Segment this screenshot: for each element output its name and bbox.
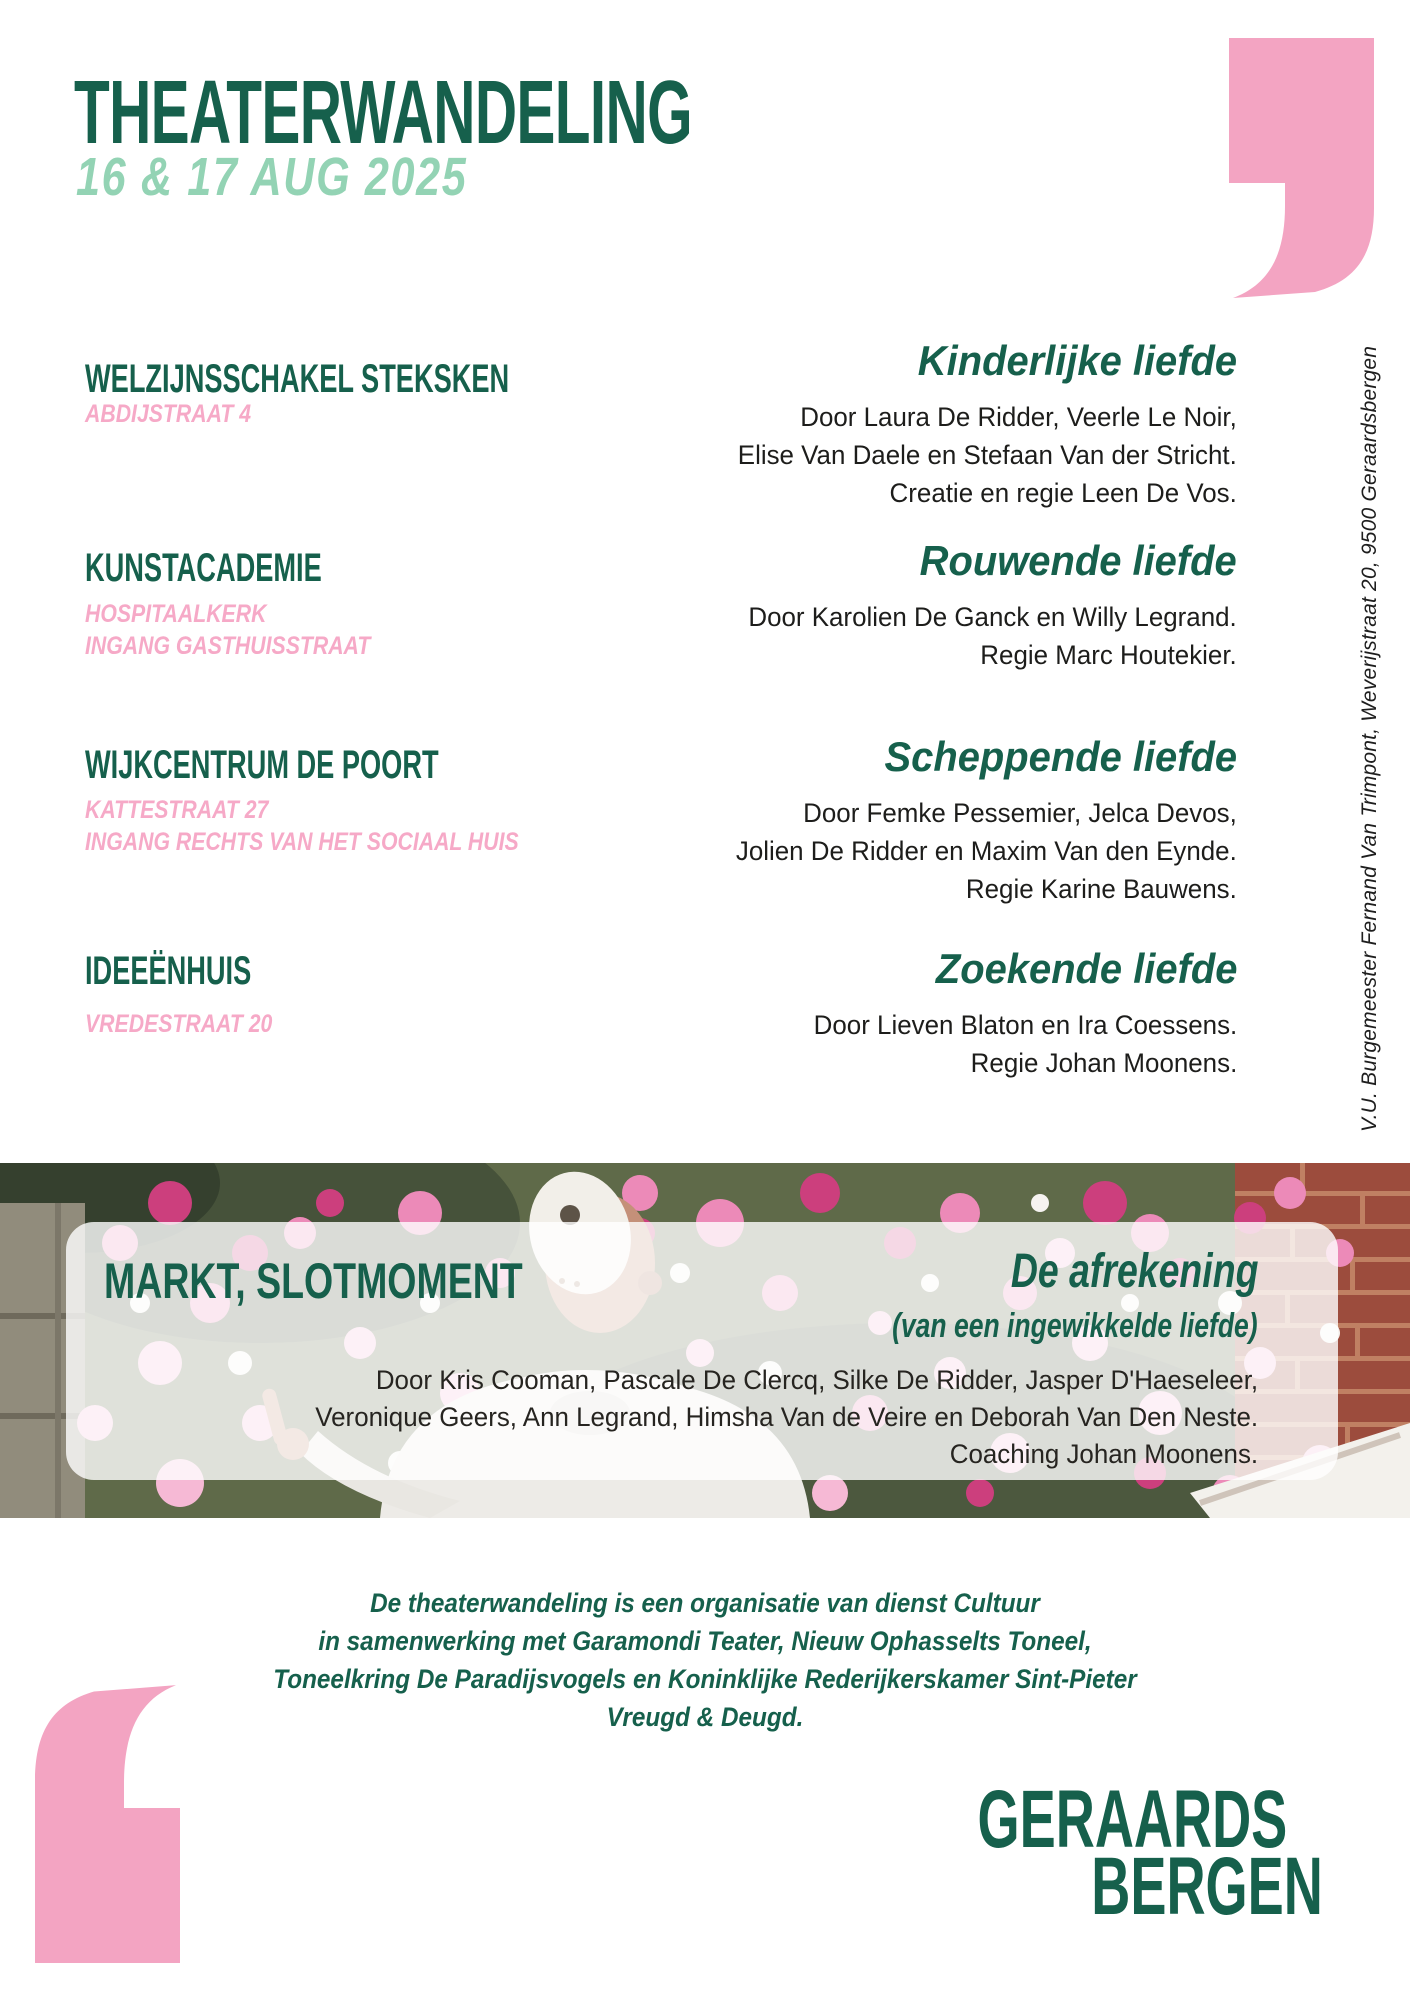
venue-address: ABDIJSTRAAT 4 <box>85 400 252 428</box>
venue-name: WIJKCENTRUM DE POORT <box>85 743 439 787</box>
play-title: Zoekende liefde <box>935 945 1237 992</box>
play-title: De afrekening <box>1010 1245 1258 1298</box>
play-credits: Door Kris Cooman, Pascale De Clercq, Silke De Ridder, Jasper D'Haeseleer, Veronique Geers, Ann Legrand, Himsha Van de Veire en Deborah Van Den Neste. Coaching Johan Moonens. <box>315 1365 1258 1469</box>
play-title: Rouwende liefde <box>919 537 1237 584</box>
venue-name: IDEEËNHUIS <box>85 949 252 993</box>
venue-name: KUNSTACADEMIE <box>85 546 322 590</box>
play-credits: Door Laura De Ridder, Veerle Le Noir, Elise Van Daele en Stefaan Van der Stricht. Creatie en regie Leen De Vos. <box>737 402 1237 508</box>
venue-address: VREDESTRAAT 20 <box>85 1010 273 1038</box>
play-credits: Door Karolien De Ganck en Willy Legrand. Regie Marc Houtekier. <box>748 602 1237 670</box>
play-credits: Door Femke Pessemier, Jelca Devos, Jolien De Ridder en Maxim Van den Eynde. Regie Karine Bauwens. <box>736 798 1237 904</box>
quote-mark-top-icon <box>1229 38 1374 300</box>
venue-name: WELZIJNSSCHAKEL STEKSKEN <box>85 357 510 401</box>
venue-name: MARKT, SLOTMOMENT <box>104 1253 523 1309</box>
venue-address: HOSPITAALKERK INGANG GASTHUISSTRAAT <box>85 600 371 660</box>
venue-address: KATTESTRAAT 27 INGANG RECHTS VAN HET SOCIAAL HUIS <box>85 796 519 856</box>
city-logo: GERAARDS BERGEN <box>977 1774 1323 1932</box>
poster-title: THEATERWANDELING <box>74 63 692 163</box>
play-subtitle: (van een ingewikkelde liefde) <box>892 1307 1258 1345</box>
poster-dates: 16 & 17 AUG 2025 <box>76 147 468 207</box>
play-title: Scheppende liefde <box>884 733 1237 780</box>
play-title: Kinderlijke liefde <box>917 337 1237 384</box>
footer-note: De theaterwandeling is een organisatie van dienst Cultuur in samenwerking met Garamondi Teater, Nieuw Ophasselts Toneel, Toneelkring De Paradijsvogels en Koninklijke Rederijkerskamer Sint-Pieter Vreugd & Deugd. <box>273 1588 1137 1732</box>
play-credits: Door Lieven Blaton en Ira Coessens. Regie Johan Moonens. <box>813 1010 1237 1078</box>
colophon-vertical: V.U. Burgemeester Fernand Van Trimpont, Weverijstraat 20, 9500 Geraardsbergen <box>1358 345 1381 1132</box>
finale-panel <box>66 1222 1338 1480</box>
